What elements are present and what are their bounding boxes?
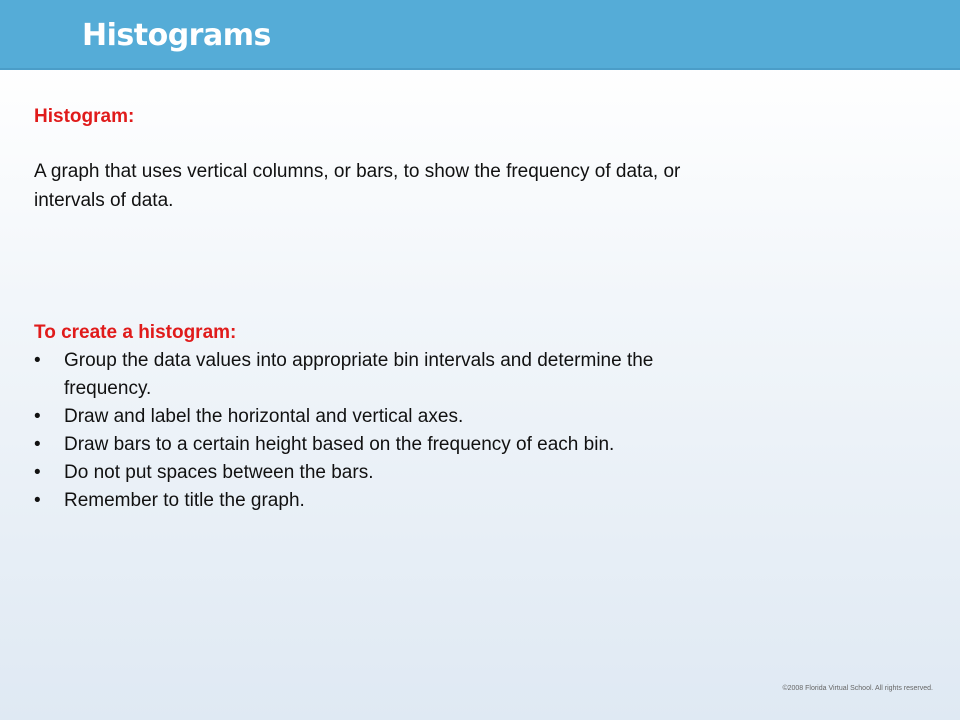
definition-line-2: intervals of data.: [34, 190, 174, 211]
list-item: [34, 459, 914, 487]
definition-text: [34, 157, 914, 215]
create-section: [34, 319, 914, 515]
bullet-icon: •: [34, 462, 41, 483]
bullet-icon: •: [34, 350, 41, 371]
create-heading: To create a histogram:: [34, 322, 237, 343]
definition-line-1: A graph that uses vertical columns, or bars, to show the frequency of data, or: [34, 161, 681, 182]
step-1-line-1: Group the data values into appropriate bin intervals and determine the: [64, 350, 654, 371]
list-item: [34, 403, 914, 431]
bullet-icon: •: [34, 490, 41, 511]
definition-section: [34, 103, 914, 215]
steps-list: [34, 347, 914, 515]
step-2: Draw and label the horizontal and vertical axes.: [64, 406, 464, 427]
step-3: Draw bars to a certain height based on the frequency of each bin.: [64, 434, 615, 455]
slide-title: Histograms: [82, 18, 271, 53]
list-item: [34, 431, 914, 459]
step-5: Remember to title the graph.: [64, 490, 305, 511]
bullet-icon: •: [34, 406, 41, 427]
bullet-icon: •: [34, 434, 41, 455]
copyright-notice: ©2008 Florida Virtual School. All rights reserved.: [782, 685, 933, 692]
list-item: [34, 347, 914, 403]
step-1-line-2: frequency.: [64, 378, 152, 399]
title-bar: [0, 0, 960, 70]
step-4: Do not put spaces between the bars.: [64, 462, 374, 483]
list-item: [34, 487, 914, 515]
definition-heading: Histogram:: [34, 106, 135, 127]
